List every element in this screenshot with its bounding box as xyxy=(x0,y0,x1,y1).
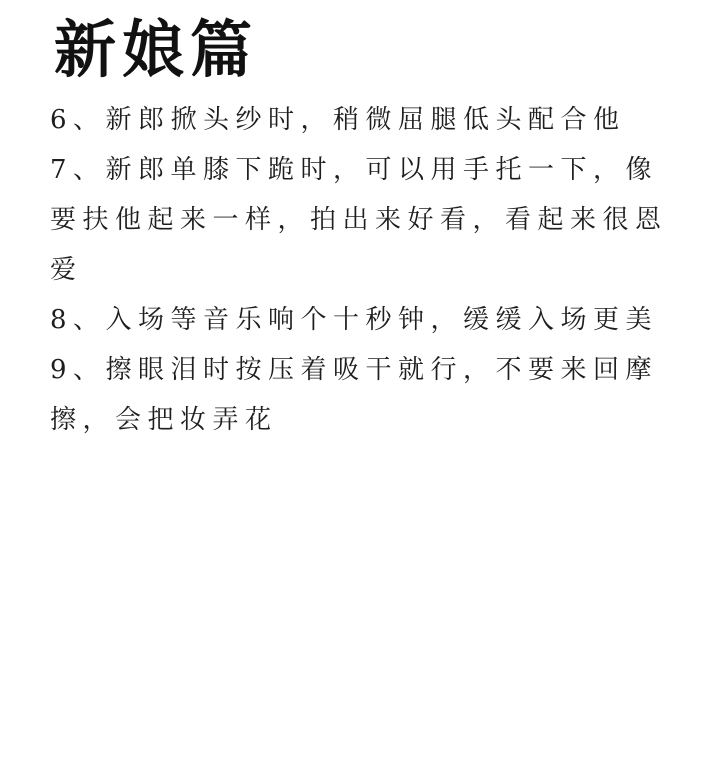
page-title: 新娘篇 xyxy=(54,13,259,86)
tip-item-7: 7、新郎单膝下跪时，可以用手托一下，像要扶他起来一样，拍出来好看，看起来很恩爱 xyxy=(50,155,668,285)
tip-item-8: 8、入场等音乐响个十秒钟，缓缓入场更美 xyxy=(50,305,659,335)
tip-item-9: 9、擦眼泪时按压着吸干就行，不要来回摩擦，会把妆弄花 xyxy=(50,355,659,435)
tips-list xyxy=(50,95,690,445)
tip-item-6: 6、新郎掀头纱时，稍微屈腿低头配合他 xyxy=(50,105,626,135)
